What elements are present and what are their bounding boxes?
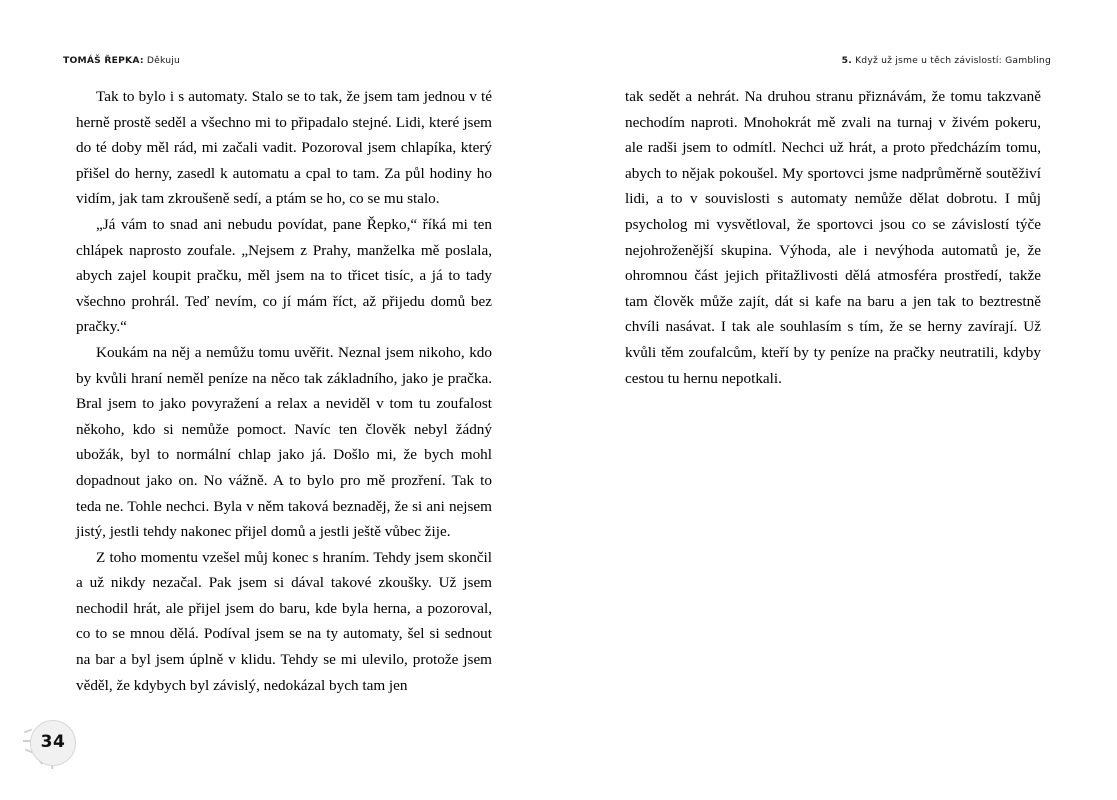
running-head-author: TOMÁŠ ŘEPKA: (63, 55, 144, 66)
paragraph: Tak to bylo i s automaty. Stalo se to tak, že jsem tam jednou v té herně prostě seděl a všechno mi to připadalo stejné. Lidi, které jsem do té doby měl rád, mi začali vadit. Pozoroval jsem chlapíka, který přišel do herny, zasedl k automatu a cpal to tam. Za půl hodiny ho vidím, jak tam zkroušeně sedí, a ptám se ho, co se mu stalo. (76, 88, 492, 208)
running-head-chapter-title: Když už jsme u těch závislostí: Gambling (855, 55, 1051, 66)
paragraph: Z toho momentu vzešel můj konec s hraním. Tehdy jsem skončil a už nikdy nezačal. Pak jsem si dával takové zkoušky. Už jsem nechodil hrát, ale přijel jsem do baru, kde byla herna, a pozoroval, co to se mnou dělá. Podíval jsem se na ty automaty, šel si sednout na bar a byl jsem úplně v klidu. Tehdy se mi ulevilo, protože jsem věděl, že kdybych byl závislý, nedokázal bych tam jen (76, 548, 492, 694)
text-column-right (625, 84, 1041, 391)
running-head-left (63, 55, 180, 66)
page-folio (22, 712, 80, 770)
page-number: 34 (40, 732, 66, 752)
paragraph: tak sedět a nehrát. Na druhou stranu přiznávám, že tomu takzvaně nechodím naproti. Mnohokrát mě zvali na turnaj v živém pokeru, ale radši jsem to odmítl. Nechci už hrát, a proto předcházím tomu, abych to nějak pokoušel. My sportovci jsme nadprůměrně soutěživí lidi, a to v souvislosti s automaty nemůže dělat dobrotu. I můj psycholog mi vysvětloval, že sportovci jsou co se závislostí týče nejohroženější skupina. Výhoda, ale i nevýhoda automatů je, že ohromnou část jejich přitažlivosti dělá atmosféra prostředí, takže tam člověk může zajít, dát si kafe na baru a jen tak to beztrestně chvíli nasávat. I tak ale souhlasím s tím, že se herny zavírají. Už kvůli těm zoufalcům, kteří by ty peníze na pračky neutratili, kdyby cestou tu hernu nepotkali. (625, 88, 1041, 387)
text-column-left (76, 84, 492, 698)
running-head-right (842, 55, 1051, 66)
running-head-title: Děkuju (146, 55, 181, 66)
paragraph: Koukám na něj a nemůžu tomu uvěřit. Neznal jsem nikoho, kdo by kvůli hraní neměl peníze na něco tak základního, jako je pračka. Bral jsem to jako povyražení a relax a neviděl v tom tu zoufalost někoho, kdo si nemůže pomoct. Navíc ten člověk nebyl žádný ubožák, byl to normální chlap jako já. Došlo mi, že bych mohl dopadnout jako on. No vážně. A to bylo pro mě prozření. Tak to teda ne. Tohle nechci. Byla v něm taková beznaděj, že si ani nejsem jistý, jestli tehdy nakonec přijel domů a jestli ještě vůbec žije. (76, 343, 492, 541)
paragraph: „Já vám to snad ani nebudu povídat, pane Řepko,“ říká mi ten chlápek naprosto zoufale. „Nejsem z Prahy, manželka mě poslala, abych zajel koupit pračku, měl jsem na to třicet tisíc, a já to tady všechno prohrál. Teď nevím, co jí mám říct, až přijedu domů bez pračky.“ (76, 215, 492, 336)
folio-decoration-tick (24, 729, 32, 734)
running-head-chapter-number: 5. (841, 55, 852, 66)
folio-circle (30, 720, 76, 766)
